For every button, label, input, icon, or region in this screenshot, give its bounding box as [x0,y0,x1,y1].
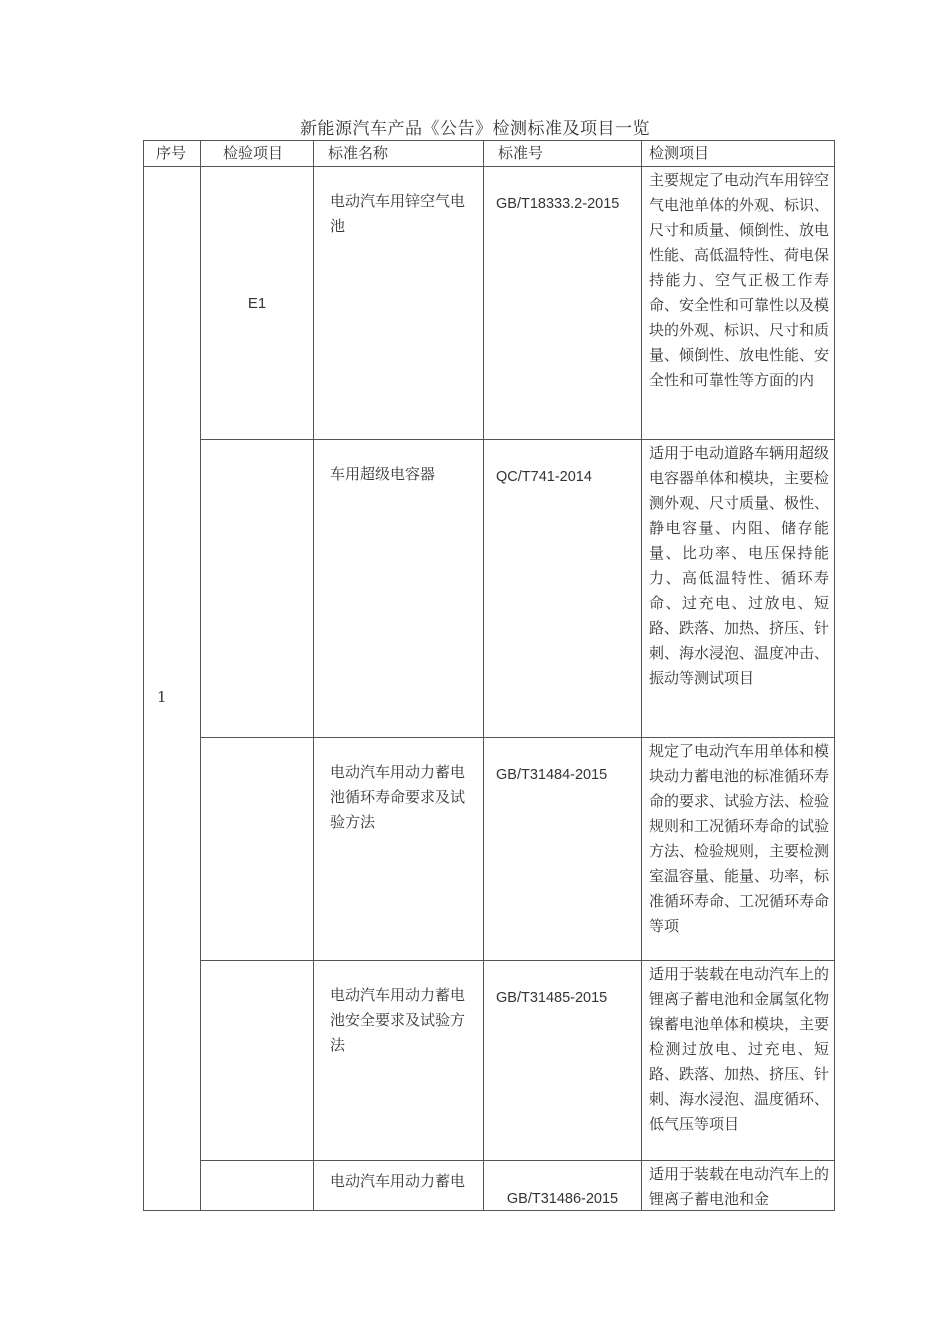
inspection-code-cell [201,738,314,961]
table-header-row [144,141,835,167]
standard-name: 电动汽车用锌空气电池 [314,167,484,440]
header-standard-number: 标准号 [484,141,642,167]
header-seq: 序号 [144,141,201,167]
table-row [144,440,835,738]
standard-name: 电动汽车用动力蓄电 [314,1161,484,1211]
test-items: 规定了电动汽车用单体和模块动力蓄电池的标准循环寿命的要求、试验方法、检验规则和工况循环寿命的试验方法、检验规则，主要检测室温容量、能量、功率，标准循环寿命、工况循环寿命等项 [642,738,835,961]
header-inspection-item: 检验项目 [201,141,314,167]
standard-number: GB/T31484-2015 [484,738,642,961]
inspection-code-cell [201,440,314,738]
test-items: 适用于电动道路车辆用超级电容器单体和模块，主要检测外观、尺寸质量、极性、静电容量、内阻、储存能量、比功率、电压保持能力、高低温特性、循环寿命、过充电、过放电、短路、跌落、加热、挤压、针刺、海水浸泡、温度冲击、振动等测试项目 [642,440,835,738]
table-row [144,1161,835,1211]
test-items-cell [642,1161,835,1211]
standard-name: 电动汽车用动力蓄电池安全要求及试验方法 [314,961,484,1161]
document-title: 新能源汽车产品《公告》检测标准及项目一览 [300,119,650,139]
table-row [144,961,835,1161]
inspection-code-cell [201,961,314,1161]
test-items: 适用于装载在电动汽车上的锂离子蓄电池和金属氢化物镍蓄电池单体和模块，主要检测过放电、过充电、短路、跌落、加热、挤压、针刺、海水浸泡、温度循环、低气压等项目 [642,961,835,1161]
inspection-code-cell [201,1161,314,1211]
test-items: 主要规定了电动汽车用锌空气电池单体的外观、标识、尺寸和质量、倾倒性、放电性能、高低温特性、荷电保持能力、空气正极工作寿命、安全性和可靠性以及模块的外观、标识、尺寸和质量、倾倒性、放电性能、安全性和可靠性等方面的内 [649,171,829,389]
table-row [144,738,835,961]
standard-name: 车用超级电容器 [314,440,484,738]
standard-number: GB/T31485-2015 [484,961,642,1161]
seq-cell [144,167,201,1211]
standard-number: GB/T31486-2015 [484,1161,642,1211]
standard-number: QC/T741-2014 [484,440,642,738]
header-standard-name: 标准名称 [314,141,484,167]
test-items-cell [642,167,835,440]
test-items: 适用于装载在电动汽车上的锂离子蓄电池和金 [649,1165,829,1208]
inspection-code: E1 [247,295,267,312]
standard-number: GB/T18333.2-2015 [484,167,642,440]
table-row [144,167,835,440]
inspection-code-cell [201,167,314,440]
header-test-items: 检测项目 [642,141,835,167]
seq-number: 1 [157,687,167,706]
standards-table [143,140,835,1211]
standard-name: 电动汽车用动力蓄电池循环寿命要求及试验方法 [314,738,484,961]
